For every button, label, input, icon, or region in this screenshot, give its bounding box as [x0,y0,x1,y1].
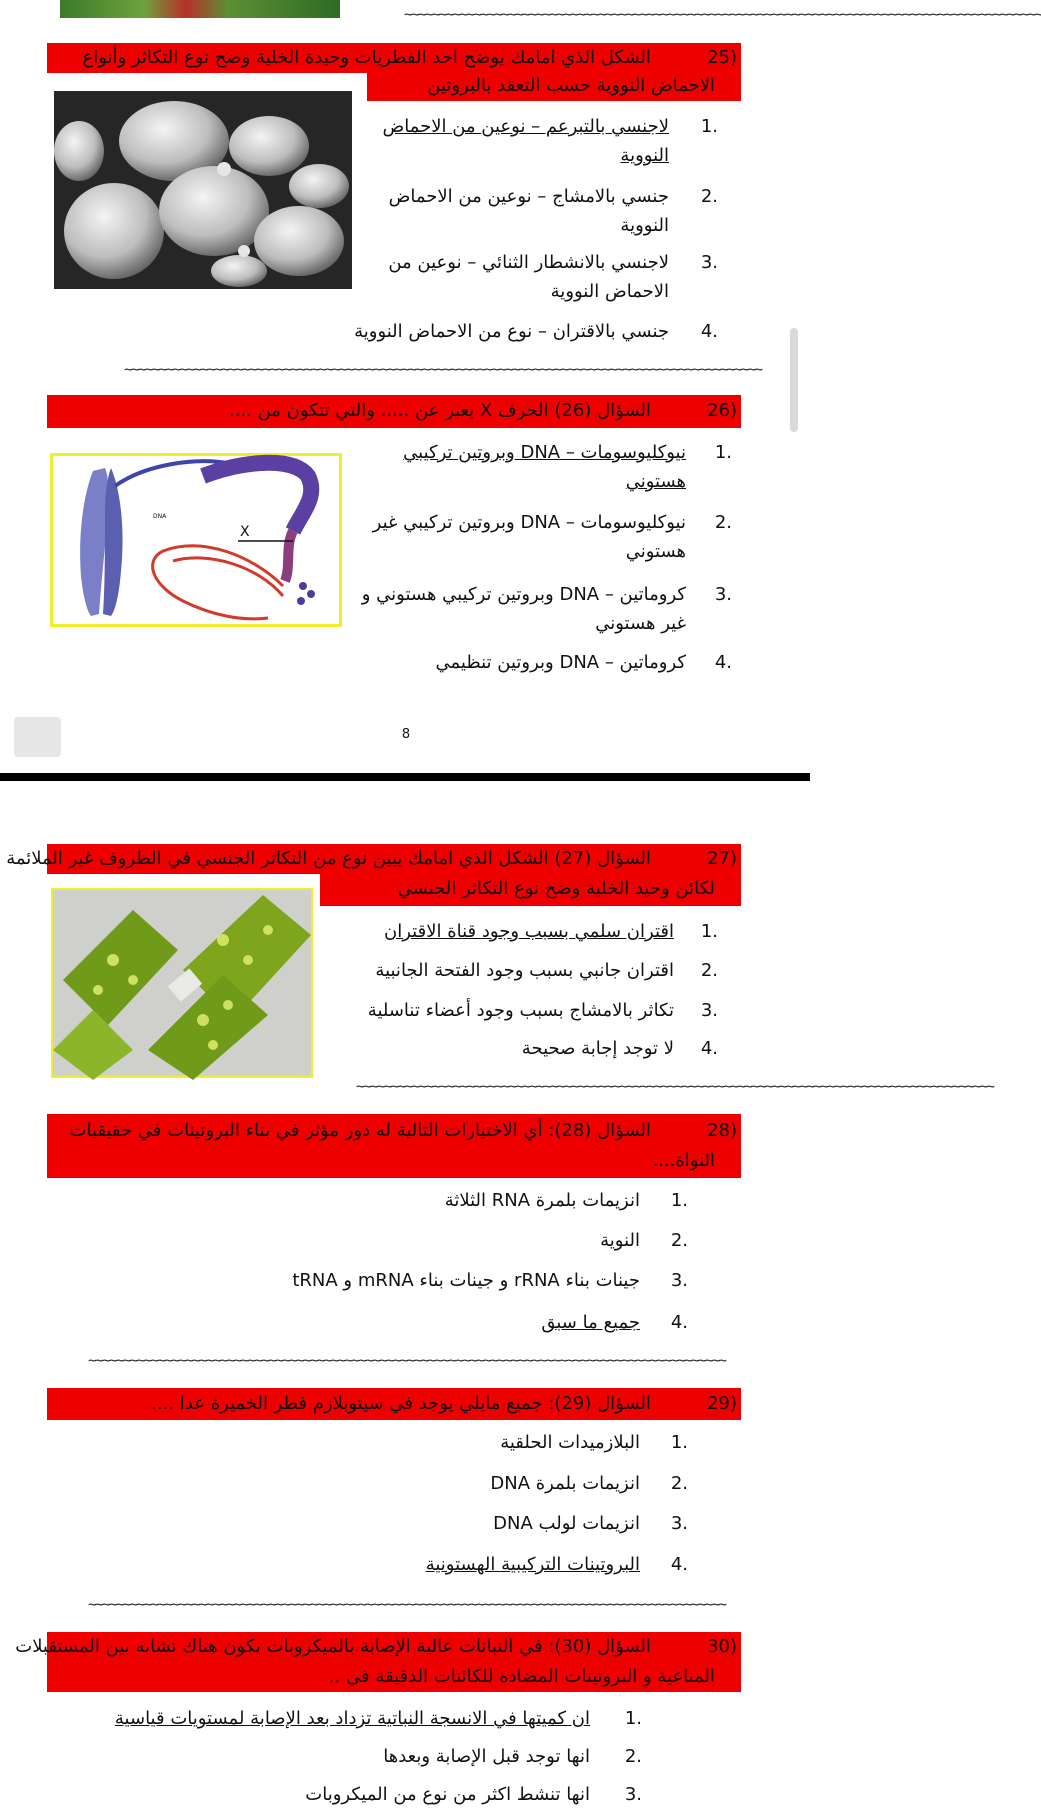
question-29-header [47,1389,741,1419]
q26-option-2[interactable]: .2 نيوكليوسومات – DNA وبروتين تركيبي غير هستوني [372,512,732,562]
question-text: السؤال (26) الحرف X يعبر عن ..... والتي تتكون من .... [229,400,651,421]
q29-option-4[interactable]: .4 البروتينات التركيبية الهستونية [425,1554,688,1575]
question-text: الشكل الذي امامك يوضح احد الفطريات وحيدة الخلية وضح نوع التكاثر وأنواع [82,47,651,68]
separator-line: ~~~~~~~~~~~~~~~~~~~~~~~~~~~~~~~~~~~~~~~~~~~~~~~~~~~~~~~~~~~~~~~~~~~~~~~~~~~~~~~~~~~~~~~~~~~~ [88,1353,726,1369]
separator-line: ~~~~~~~~~~~~~~~~~~~~~~~~~~~~~~~~~~~~~~~~~~~~~~~~~~~~~~~~~~~~~~~~~~~~~~~~~~~~~~~~~~~~~~~~~~~~ [404,7,1041,23]
question-number: (27 [707,848,737,869]
question-text-line2: النواة.... [652,1150,715,1171]
q26-option-4[interactable]: .4 كروماتين – DNA وبروتين تنظيمي [435,652,732,673]
question-number: (29 [707,1393,737,1414]
q25-option-1[interactable]: .1 لاجنسي بالتبرعم – نوعين من الاحماض النووية [382,116,718,166]
q26-option-1[interactable]: .1 نيوكليوسومات – DNA وبروتين تركيبي هستوني [403,442,732,492]
q29-option-3[interactable]: .3 انزيمات لولب DNA [493,1513,688,1534]
floating-nav-button[interactable] [14,717,61,757]
question-number: (25 [707,47,737,68]
question-text: السؤال (27) الشكل الذي امامك يبين نوع من التكاثر الجنسي في الظروف غير الملائمة [6,848,651,869]
question-number: (28 [707,1120,737,1141]
q27-option-1[interactable]: .1 اقتران سلمي بسبب وجود قناة الاقتران [384,921,718,942]
q28-option-1[interactable]: .1 انزيمات بلمرة RNA الثلاثة [444,1190,688,1211]
q28-option-3[interactable]: .3 جينات بناء rRNA و جينات بناء mRNA و tRNA [292,1270,688,1291]
q30-option-1[interactable]: .1 ان كميتها في الانسجة النباتية تزداد بعد الإصابة لمستويات قياسية [114,1708,642,1729]
yeast-cells-image [54,91,352,289]
page-number: 8 [401,727,411,742]
dna-label: DNA [153,513,167,520]
question-text: السؤال (30): في النباتات عالية الإصابة بالميكروبات يكون هناك تشابه بين المستقبلات [15,1636,651,1657]
separator-line: ~~~~~~~~~~~~~~~~~~~~~~~~~~~~~~~~~~~~~~~~~~~~~~~~~~~~~~~~~~~~~~~~~~~~~~~~~~~~~~~~~~~~~~~~~~~~ [124,362,762,378]
q25-option-4[interactable]: .4 جنسي بالاقتران – نوع من الاحماض النووية [354,321,718,342]
q27-option-4[interactable]: .4 لا توجد إجابة صحيحة [521,1038,718,1059]
question-text-line2: المناعية و البروتينات المضادة للكائنات الدقيقة في .. [328,1666,715,1687]
q25-option-2[interactable]: .2 جنسي بالامشاج – نوعين من الاحماض النووية [388,186,718,236]
question-26-header [47,396,741,426]
q28-option-2[interactable]: .2 النوية [600,1230,688,1251]
chromosome-dna-image [50,453,342,627]
question-text: السؤال (29): جميع مايلي يوجد في سيتوبلازم فطر الخميرة عدا .... [151,1393,651,1414]
q28-option-4[interactable]: .4 جميع ما سبق [541,1312,688,1333]
separator-line: ~~~~~~~~~~~~~~~~~~~~~~~~~~~~~~~~~~~~~~~~~~~~~~~~~~~~~~~~~~~~~~~~~~~~~~~~~~~~~~~~~~~~~~~~~~~~ [88,1597,726,1613]
x-label: X [240,524,250,540]
q27-option-3[interactable]: .3 تكاثر بالامشاج بسبب وجود أعضاء تناسلية [367,1000,718,1021]
question-28-header [47,1116,741,1176]
top-image-fragment [60,0,340,18]
q25-option-3[interactable]: .3 لاجنسي بالانشطار الثنائي – نوعين من الاحماض النووية [388,252,718,302]
scrollbar-thumb[interactable] [790,328,798,432]
q30-option-2[interactable]: .2 انها توجد قبل الإصابة وبعدها [383,1746,642,1767]
q30-option-3[interactable]: .3 انها تنشط اكثر من نوع من الميكروبات [305,1784,642,1805]
spirogyra-conjugation-image [51,888,313,1078]
question-text: السؤال (28): أي الاختيارات التالية له دور مؤثر في بناء البروتينات في حقيقيات [69,1120,651,1141]
question-number: (30 [707,1636,737,1657]
q29-option-2[interactable]: .2 انزيمات بلمرة DNA [490,1473,688,1494]
page-separator [0,773,810,781]
question-text-line2: لكائن وحيد الخلية وضح نوع التكاثر الجنسي [397,878,715,899]
separator-line: ~~~~~~~~~~~~~~~~~~~~~~~~~~~~~~~~~~~~~~~~~~~~~~~~~~~~~~~~~~~~~~~~~~~~~~~~~~~~~~~~~~~~~~~~~~~~ [356,1079,994,1095]
q27-option-2[interactable]: .2 اقتران جانبي بسبب وجود الفتحة الجانبية [375,960,718,981]
question-number: (26 [707,400,737,421]
q29-option-1[interactable]: .1 البلازميدات الحلقية [500,1432,688,1453]
q26-option-3[interactable]: .3 كروماتين – DNA وبروتين تركيبي هستوني و غير هستوني [361,584,732,634]
question-text-line2: الاحماض النووية حسب التعقد بالبروتين [427,75,715,96]
question-30-header [15,1632,741,1692]
